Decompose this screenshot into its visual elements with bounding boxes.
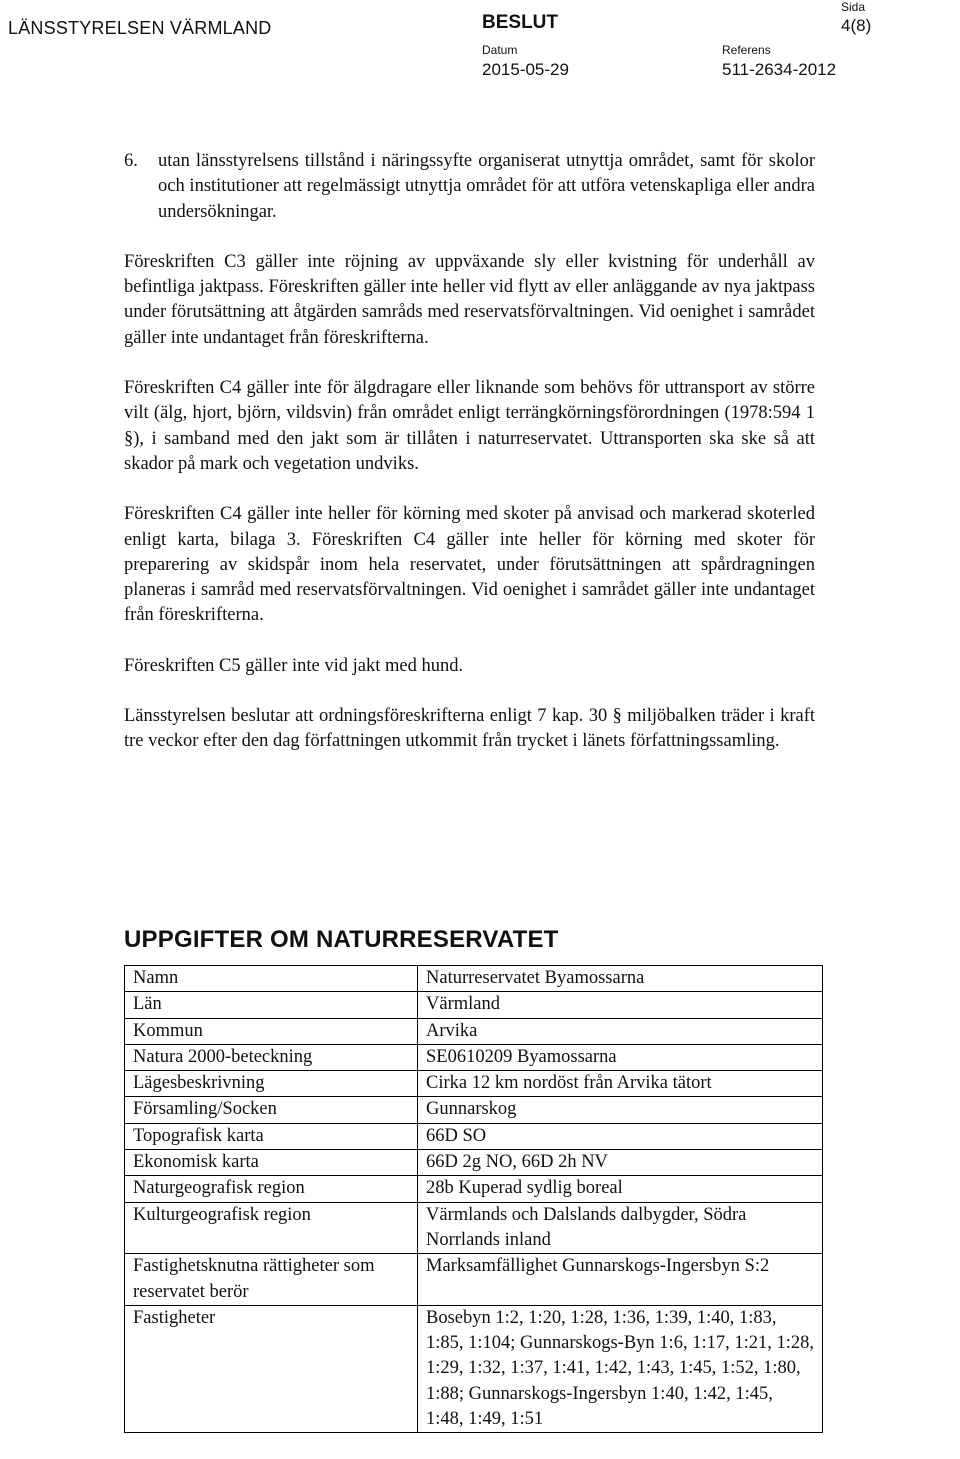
fact-key: Län (125, 992, 418, 1018)
section-heading: UPPGIFTER OM NATURRESERVATET (124, 926, 559, 953)
list-item (124, 149, 815, 225)
table-row (125, 1305, 823, 1432)
fact-value: 66D 2g NO, 66D 2h NV (418, 1150, 823, 1176)
list-item-number: 6. (124, 151, 138, 171)
table-row (125, 1202, 823, 1254)
date-value: 2015-05-29 (482, 60, 569, 79)
fact-key: Topografisk karta (125, 1123, 418, 1149)
paragraph-c4-exception: Föreskriften C4 gäller inte för älgdragare eller liknande som behövs för uttransport av större vilt (älg, hjort, björn, vildsvin) från området enligt terrängkörningsförordningen (1978:594 1 §), i samband med den jakt som är tillåten i naturreservatet. Uttransporten ska ske så att skador på mark och vegetation undviks. (124, 378, 815, 474)
fact-value: Bosebyn 1:2, 1:20, 1:28, 1:36, 1:39, 1:40, 1:83, 1:85, 1:104; Gunnarskogs-Byn 1:6, 1:17, 1:21, 1:28, 1:29, 1:32, 1:37, 1:41, 1:42, 1:43, 1:45, 1:52, 1:80, 1:88; Gunnarskogs-Ingersbyn 1:40, 1:42, 1:45, 1:48, 1:49, 1:51 (418, 1305, 823, 1432)
agency-name: LÄNSSTYRELSEN VÄRMLAND (8, 18, 272, 38)
table-row (125, 1018, 823, 1044)
fact-value: Naturreservatet Byamossarna (418, 966, 823, 992)
fact-key: Fastighetsknutna rättigheter som reservatet berör (125, 1254, 418, 1306)
reference-value: 511-2634-2012 (722, 60, 837, 79)
fact-value: Gunnarskog (418, 1097, 823, 1123)
table-row (125, 1071, 823, 1097)
reserve-facts-table (124, 965, 823, 1433)
reference-label: Referens (722, 43, 771, 57)
page-number: 4(8) (841, 16, 872, 35)
fact-key: Lägesbeskrivning (125, 1071, 418, 1097)
document-type: BESLUT (482, 12, 558, 33)
fact-value: Värmlands och Dalslands dalbygder, Södra Norrlands inland (418, 1202, 823, 1254)
table-row (125, 1150, 823, 1176)
table-row (125, 966, 823, 992)
fact-key: Ekonomisk karta (125, 1150, 418, 1176)
paragraph-decision: Länsstyrelsen beslutar att ordningsföreskrifterna enligt 7 kap. 30 § miljöbalken träder i kraft tre veckor efter den dag författningen utkommit från trycket i länets författningssamling. (124, 706, 815, 752)
table-row (125, 1123, 823, 1149)
paragraph-c5-exception: Föreskriften C5 gäller inte vid jakt med hund. (124, 655, 464, 676)
fact-value: Arvika (418, 1018, 823, 1044)
fact-value: SE0610209 Byamossarna (418, 1044, 823, 1070)
fact-key: Fastigheter (125, 1305, 418, 1432)
fact-key: Natura 2000-beteckning (125, 1044, 418, 1070)
table-row (125, 1176, 823, 1202)
table-row (125, 1044, 823, 1070)
paragraph-c4-snowmobile: Föreskriften C4 gäller inte heller för körning med skoter på anvisad och markerad skoterled enligt karta, bilaga 3. Föreskriften C4 gäller inte heller för körning med skoter för preparering av skidspår inom hela reservatet, under förutsättningen att spårdragningen planeras i samråd med reservatsförvaltningen. Vid oenighet i samrådet gäller inte undantaget från föreskrifterna. (124, 504, 815, 626)
fact-key: Naturgeografisk region (125, 1176, 418, 1202)
paragraph-c3-exception: Föreskriften C3 gäller inte röjning av uppväxande sly eller kvistning för underhåll av befintliga jaktpass. Föreskriften gäller inte heller vid flytt av eller anläggande av nya jaktpass under förutsättning att åtgärden samråds med reservatsförvaltningen. Vid oenighet i samrådet gäller inte undantaget från föreskrifterna. (124, 251, 815, 348)
fact-value: 28b Kuperad sydlig boreal (418, 1176, 823, 1202)
fact-key: Namn (125, 966, 418, 992)
table-row (125, 1097, 823, 1123)
fact-key: Församling/Socken (125, 1097, 418, 1123)
list-item-text: utan länsstyrelsens tillstånd i näringssyfte organiserat utnyttja området, samt för skolor och institutioner att regelmässigt utnyttja området för att utföra vetenskapliga eller andra undersökningar. (158, 151, 815, 222)
fact-value: 66D SO (418, 1123, 823, 1149)
fact-value: Marksamfällighet Gunnarskogs-Ingersbyn S:2 (418, 1254, 823, 1306)
page-label: Sida (841, 0, 866, 14)
table-row (125, 1254, 823, 1306)
fact-key: Kommun (125, 1018, 418, 1044)
fact-value: Värmland (418, 992, 823, 1018)
fact-value: Cirka 12 km nordöst från Arvika tätort (418, 1071, 823, 1097)
document-body (124, 149, 815, 780)
date-label: Datum (482, 43, 518, 57)
fact-key: Kulturgeografisk region (125, 1202, 418, 1254)
table-row (125, 992, 823, 1018)
